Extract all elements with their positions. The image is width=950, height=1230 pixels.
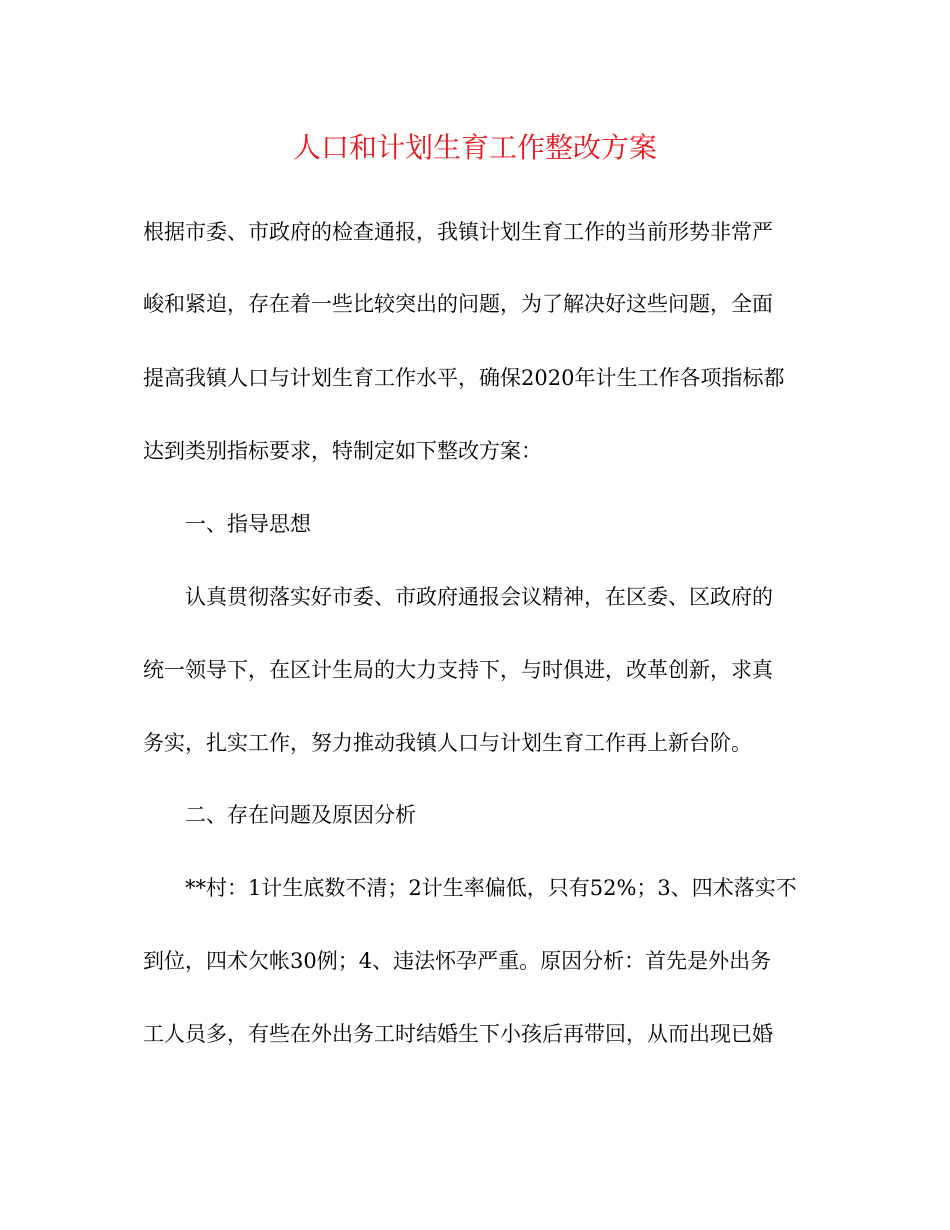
document-title: 人口和计划生育工作整改方案 [292, 131, 657, 164]
paragraph-line-10: 工人员多，有些在外出务工时结婚生下小孩后再带回，从而出现已婚 [143, 1022, 773, 1046]
section-heading-problems-analysis: 二、存在问题及原因分析 [185, 803, 416, 827]
paragraph-line-3: 提高我镇人口与计划生育工作水平，确保2020年计生工作各项指标都 [143, 366, 785, 390]
paragraph-line-1: 根据市委、市政府的检查通报，我镇计划生育工作的当前形势非常严 [143, 220, 773, 244]
paragraph-line-7: 务实，扎实工作，努力推动我镇人口与计划生育工作再上新台阶。 [143, 731, 752, 755]
paragraph-line-4: 达到类别指标要求，特制定如下整改方案： [143, 439, 542, 463]
paragraph-line-2: 峻和紧迫，存在着一些比较突出的问题，为了解决好这些问题，全面 [143, 292, 773, 316]
paragraph-line-9: 到位，四术欠帐30例；4、违法怀孕严重。原因分析：首先是外出务 [143, 949, 772, 973]
paragraph-line-6: 统一领导下，在区计生局的大力支持下，与时俱进，改革创新，求真 [143, 658, 773, 682]
paragraph-line-5: 认真贯彻落实好市委、市政府通报会议精神，在区委、区政府的 [185, 585, 773, 609]
section-heading-guiding-ideology: 一、指导思想 [185, 512, 311, 536]
paragraph-line-8: **村：1计生底数不清；2计生率偏低，只有52%；3、四术落实不 [185, 876, 797, 900]
